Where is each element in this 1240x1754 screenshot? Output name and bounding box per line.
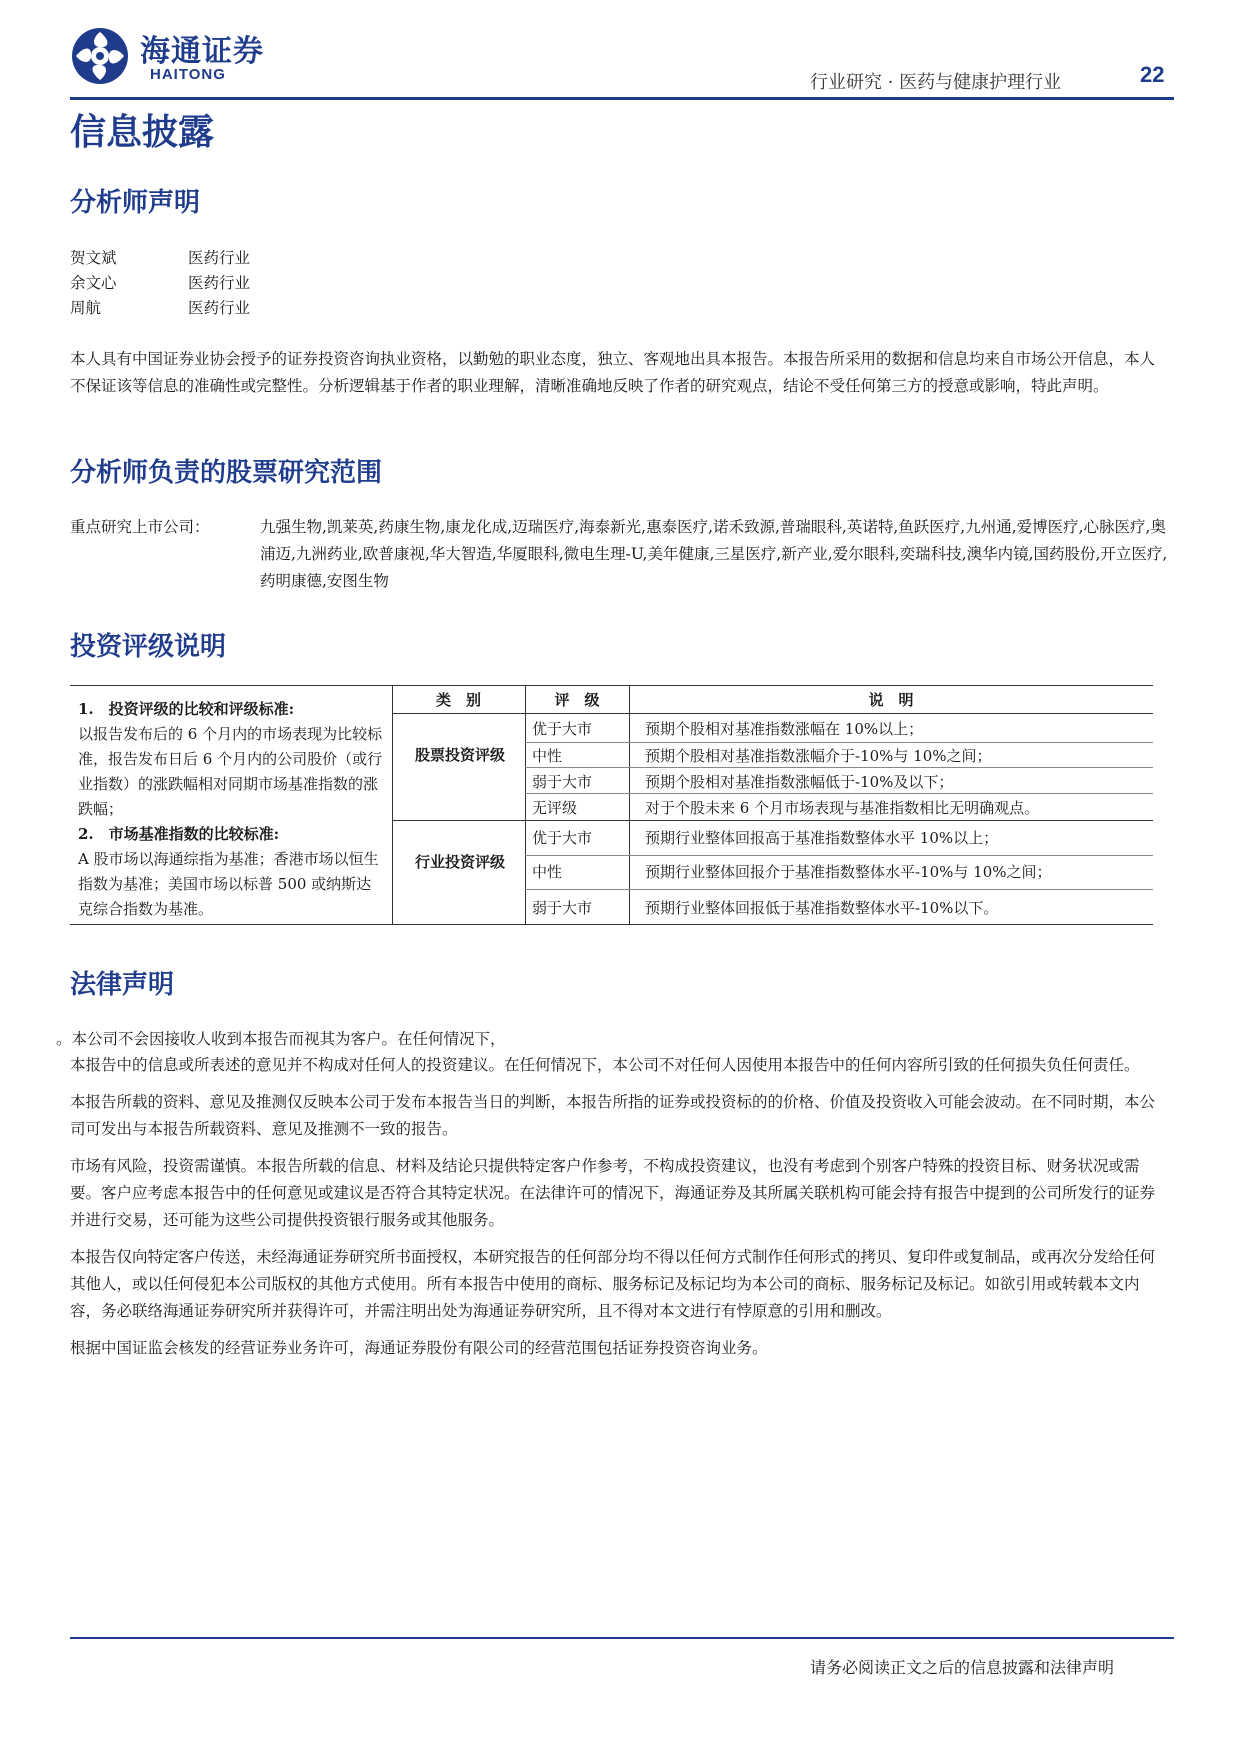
coverage-label: 重点研究上市公司： <box>70 518 210 536</box>
legal-paragraph: 本报告中的信息或所表述的意见并不构成对任何人的投资建议。在任何情况下，本公司不对任何人因使用本报告中的任何内容所引致的任何损失负任何责任。 <box>70 1056 1140 1074</box>
page-number: 22 <box>1140 62 1165 87</box>
table-header: 说 明 <box>868 691 914 709</box>
rating-description: 对于个股未来 6 个月市场表现与基准指数相比无明确观点。 <box>645 799 1040 817</box>
coverage-companies: 九强生物,凯莱英,药康生物,康龙化成,迈瑞医疗,海泰新光,惠泰医疗,诺禾致源,普瑞眼科,英诺特,鱼跃医疗,九州通,爱博医疗,心脉医疗,奥浦迈,九洲药业,欧普康视,华大智造,华厦眼科,微电生理-U,美年健康,三星医疗,新产业,爱尔眼科,奕瑞科技,澳华内镜,国药股份,开立医疗,药明康德,安图生物 <box>260 518 1168 590</box>
rating-description: 预期行业整体回报高于基准指数整体水平 10%以上； <box>645 829 999 847</box>
analyst-sector: 医药行业 <box>188 299 251 317</box>
table-rule <box>525 889 1153 890</box>
brand-name-cn: 海通证券 <box>140 34 264 69</box>
rating-grade: 中性 <box>532 747 563 765</box>
analyst-sector: 医药行业 <box>188 274 251 292</box>
rating-grade: 弱于大市 <box>532 899 593 917</box>
rating-heading: 投资评级说明 <box>70 632 227 662</box>
coverage-heading: 分析师负责的股票研究范围 <box>70 458 383 488</box>
rating-description: 预期行业整体回报介于基准指数整体水平-10%与 10%之间； <box>645 863 1052 881</box>
note-text: A 股市场以海通综指为基准；香港市场以恒生指数为基准；美国市场以标普 500 或纳斯达克综合指数为基准。 <box>78 850 379 918</box>
table-rule <box>392 685 393 925</box>
table-rule <box>392 820 1153 821</box>
footer-divider <box>70 1637 1174 1639</box>
analyst-statement-text: 本人具有中国证券业协会授予的证券投资咨询执业资格，以勤勉的职业态度，独立、客观地出具本报告。本报告所采用的数据和信息均来自市场公开信息，本人不保证该等信息的准确性或完整性。分析逻辑基于作者的职业理解，清晰准确地反映了作者的研究观点，结论不受任何第三方的授意或影响，特此声明。 <box>70 350 1156 395</box>
table-rule <box>525 793 1153 794</box>
table-header: 评 级 <box>554 691 600 709</box>
table-rule <box>525 767 1153 768</box>
table-rule <box>70 924 1153 925</box>
rating-category: 股票投资评级 <box>414 746 505 764</box>
rating-grade: 中性 <box>532 863 563 881</box>
footer-notice: 请务必阅读正文之后的信息披露和法律声明 <box>810 1658 1115 1677</box>
analyst-sector: 医药行业 <box>188 249 251 267</box>
rating-notes <box>78 697 384 922</box>
rating-category: 行业投资评级 <box>414 853 505 871</box>
report-category: 行业研究 · 医药与健康护理行业 <box>810 72 1062 93</box>
rating-grade: 优于大市 <box>532 720 593 738</box>
rating-grade: 无评级 <box>532 799 578 817</box>
rating-table <box>70 685 1153 925</box>
analyst-name: 贺文斌 <box>70 249 117 267</box>
legal-paragraph: 本报告所载的资料、意见及推测仅反映本公司于发布本报告当日的判断，本报告所指的证券或投资标的的价格、价值及投资收入可能会波动。在不同时期，本公司可发出与本报告所载资料、意见及推测不一致的报告。 <box>70 1093 1156 1138</box>
table-rule <box>525 855 1153 856</box>
legal-paragraph: 市场有风险，投资需谨慎。本报告所载的信息、材料及结论只提供特定客户作参考，不构成投资建议，也没有考虑到个别客户特殊的投资目标、财务状况或需要。客户应考虑本报告中的任何意见或建议是否符合其特定状况。在法律许可的情况下，海通证券及其所属关联机构可能会持有报告中提到的公司所发行的证券并进行交易，还可能为这些公司提供投资银行服务或其他服务。 <box>70 1157 1156 1229</box>
rating-grade: 优于大市 <box>532 829 593 847</box>
haitong-logo-icon <box>70 26 130 86</box>
rating-description: 预期个股相对基准指数涨幅在 10%以上； <box>645 720 924 738</box>
legal-paragraph: 本报告仅向特定客户传送，未经海通证券研究所书面授权，本研究报告的任何部分均不得以任何方式制作任何形式的拷贝、复印件或复制品，或再次分发给任何其他人，或以任何侵犯本公司版权的其他方式使用。所有本报告中使用的商标、服务标记及标记均为本公司的商标、服务标记及标记。如欲引用或转载本文内容，务必联络海通证券研究所并获得许可，并需注明出处为海通证券研究所，且不得对本文进行有悖原意的引用和删改。 <box>70 1248 1156 1320</box>
table-rule <box>525 742 1153 743</box>
legal-heading: 法律声明 <box>70 970 175 1000</box>
page-title: 信息披露 <box>70 111 215 153</box>
brand-name-en: HAITONG <box>150 66 226 83</box>
rating-description: 预期个股相对基准指数涨幅低于-10%及以下； <box>645 773 954 791</box>
rating-description: 预期行业整体回报低于基准指数整体水平-10%以下。 <box>645 899 999 917</box>
analyst-name: 周航 <box>70 299 102 317</box>
rating-grade: 弱于大市 <box>532 773 593 791</box>
note-title: 1. 投资评级的比较和评级标准: <box>78 700 295 718</box>
table-rule <box>70 685 1153 686</box>
note-text: 以报告发布后的 6 个月内的市场表现为比较标准，报告发布日后 6 个月内的公司股价（或行业指数）的涨跌幅相对同期市场基准指数的涨跌幅； <box>78 725 383 818</box>
header-divider <box>70 97 1174 100</box>
note-title: 2. 市场基准指数的比较标准: <box>78 825 280 843</box>
rating-description: 预期个股相对基准指数涨幅介于-10%与 10%之间； <box>645 747 992 765</box>
table-header: 类 别 <box>435 691 481 709</box>
legal-paragraph: 根据中国证监会核发的经营证券业务许可，海通证券股份有限公司的经营范围包括证券投资咨询业务。 <box>70 1339 768 1357</box>
analyst-statement-heading: 分析师声明 <box>70 188 201 218</box>
legal-lead: 。本公司不会因接收人收到本报告而视其为客户。在任何情况下， <box>56 1030 506 1048</box>
table-rule <box>392 713 1153 714</box>
legal-text <box>70 1052 1170 1372</box>
analyst-name: 余文心 <box>70 274 117 292</box>
